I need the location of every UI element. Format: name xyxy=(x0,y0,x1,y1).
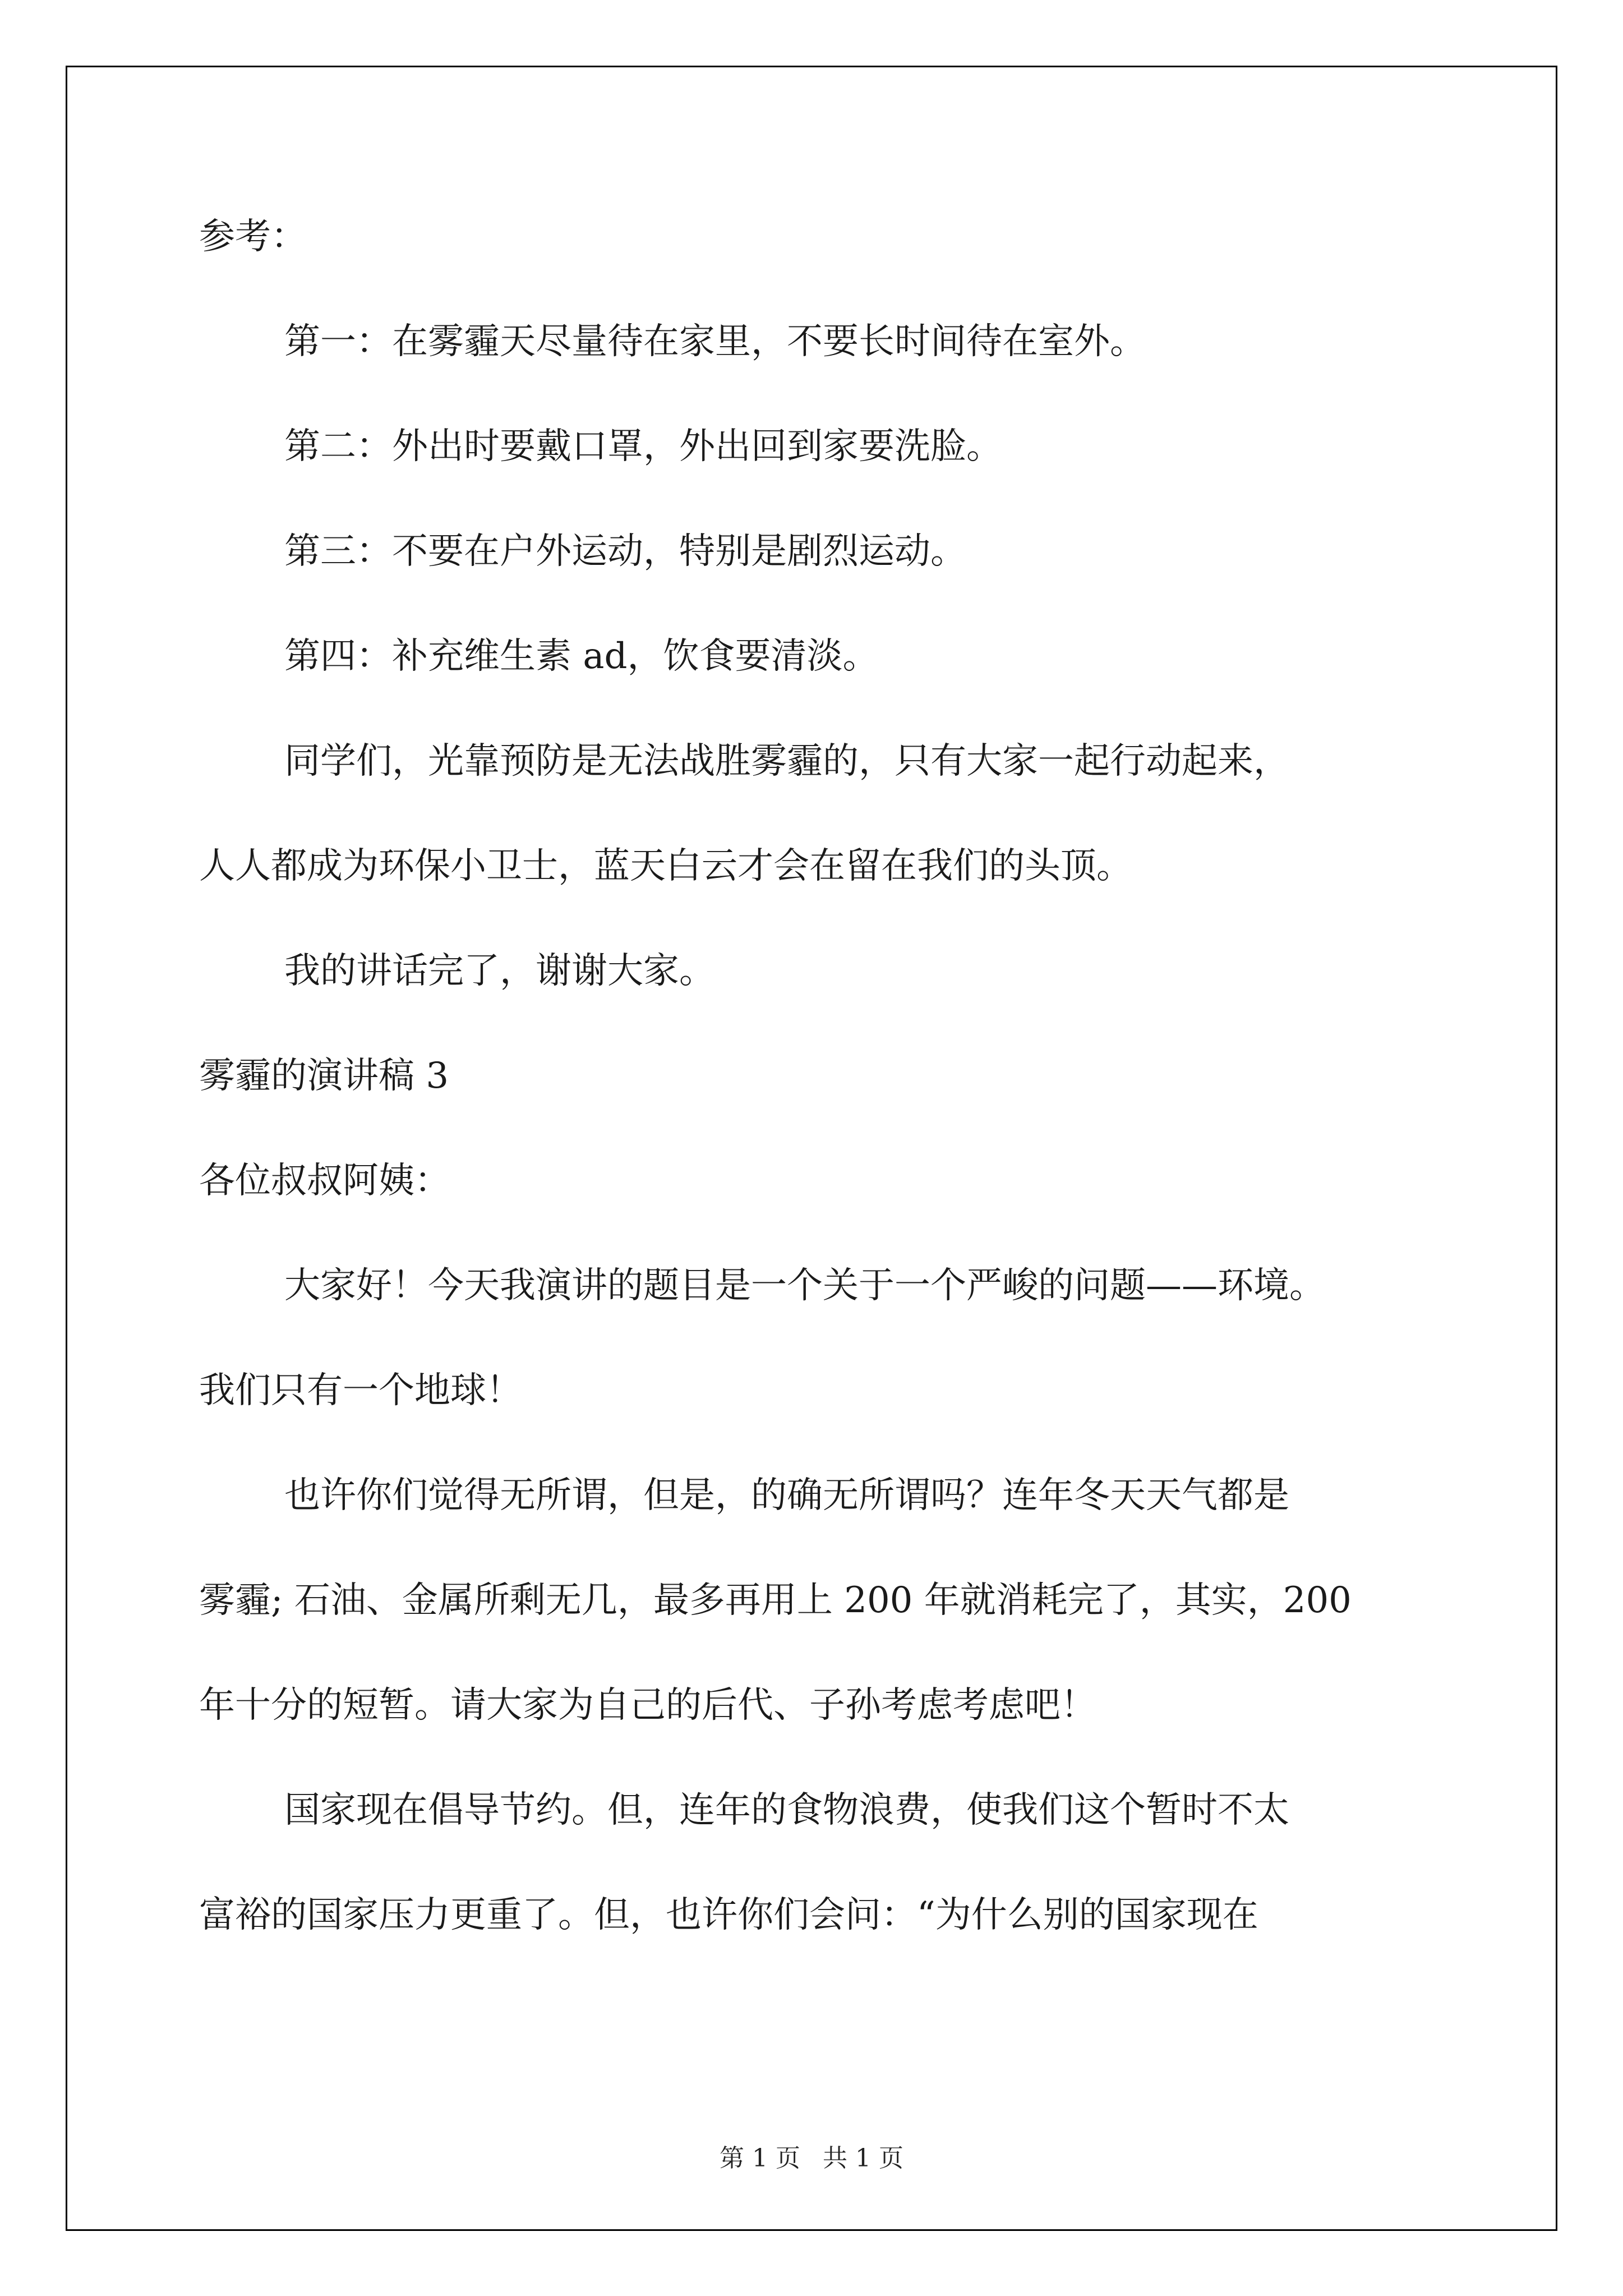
document-line: 也许你们觉得无所谓，但是，的确无所谓吗？连年冬天天气都是 xyxy=(284,1475,1289,1516)
document-line: 各位叔叔阿姨： xyxy=(199,1160,450,1202)
document-line: 富裕的国家压力更重了。但，也许你们会问：“为什么别的国家现在 xyxy=(199,1894,1258,1936)
page-footer xyxy=(0,2146,1623,2171)
document-line: 第一：在雾霾天尽量待在家里，不要长时间待在室外。 xyxy=(284,321,1146,362)
document-line: 第四：补充维生素 ad，饮食要清淡。 xyxy=(284,636,879,677)
document-line: 大家好！今天我演讲的题目是一个关于一个严峻的问题——环境。 xyxy=(284,1265,1325,1306)
page-number-total: 共 1 页 xyxy=(823,2144,903,2173)
document-line: 第二：外出时要戴口罩，外出回到家要洗脸。 xyxy=(284,426,1002,467)
document-line: 参考： xyxy=(199,216,307,257)
document-line: 我的讲话完了，谢谢大家。 xyxy=(284,950,715,992)
document-line: 国家现在倡导节约。但，连年的食物浪费，使我们这个暂时不太 xyxy=(284,1789,1289,1831)
document-line: 第三：不要在户外运动，特别是剧烈运动。 xyxy=(284,531,966,572)
document-body xyxy=(199,216,1461,2002)
document-line: 年十分的短暂。请大家为自己的后代、子孙考虑考虑吧！ xyxy=(199,1685,1096,1726)
section-heading: 雾霾的演讲稿 3 xyxy=(199,1055,449,1097)
document-line: 人人都成为环保小卫士，蓝天白云才会在留在我们的头顶。 xyxy=(199,845,1132,887)
page-number-current: 第 1 页 xyxy=(720,2144,800,2173)
document-line: 雾霾; 石油、金属所剩无几，最多再用上 200 年就消耗完了，其实，200 xyxy=(199,1580,1352,1621)
document-line: 我们只有一个地球！ xyxy=(199,1370,522,1411)
document-line: 同学们，光靠预防是无法战胜雾霾的，只有大家一起行动起来， xyxy=(284,740,1289,782)
